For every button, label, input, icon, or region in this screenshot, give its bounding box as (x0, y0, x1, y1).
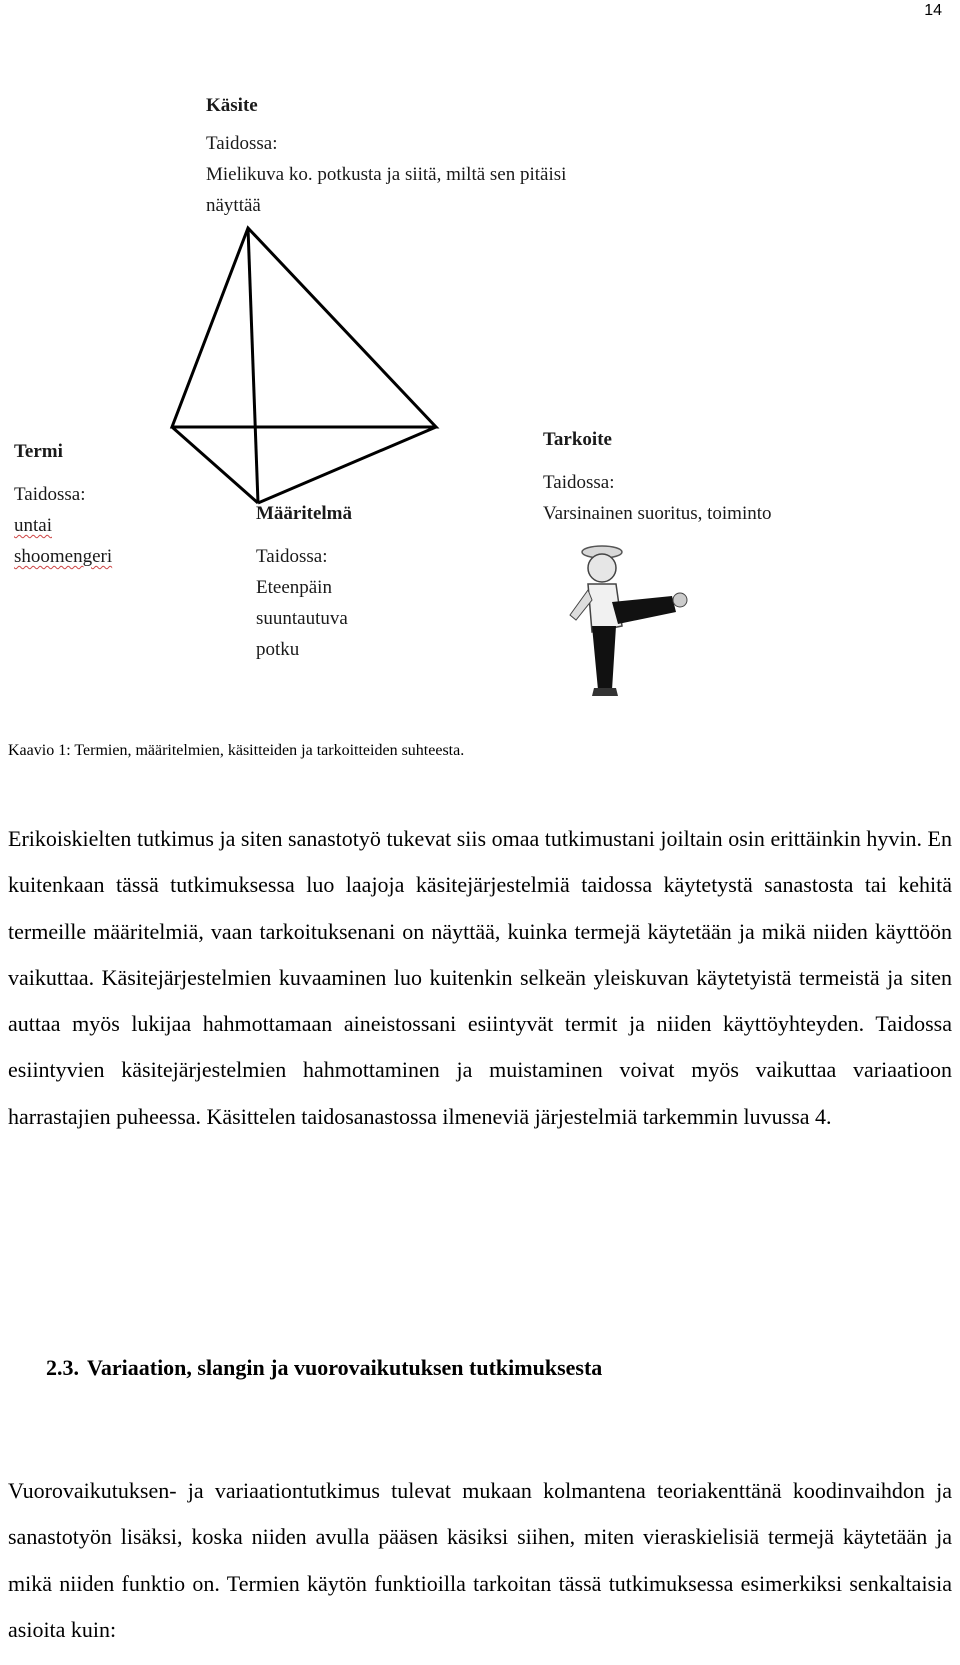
maaritelma-heading: Määritelmä (256, 503, 353, 524)
kasite-line: Mielikuva ko. potkusta ja siitä, miltä sen pitäisi (206, 164, 567, 185)
person-foot (673, 593, 687, 607)
kasite-sublabel: Taidossa: (206, 133, 278, 154)
tarkoite-sublabel: Taidossa: (543, 472, 615, 493)
section-number: 2.3. (46, 1355, 79, 1380)
maaritelma-line: Eteenpäin (256, 577, 332, 598)
maaritelma-block (256, 498, 352, 665)
termi-heading: Termi (14, 441, 63, 462)
body-paragraph: Erikoiskielten tutkimus ja siten sanastotyö tukevat siis omaa tutkimustani joiltain osin erittäinkin hyvin. En kuitenkaan tässä tutkimuksessa luo laajoja käsitejärjestelmiä taidossa käytetystä sanastosta tai kehitä termeille määritelmiä, vaan tarkoituksenani on näyttää, kuinka termejä käytetään ja mikä niiden käyttöön vaikuttaa. Käsitejärjestelmien kuvaaminen luo kuitenkin selkeän yleiskuvan käytetyistä termeistä ja siten auttaa myös lukijaa hahmottamaan aineistossani esiintyvät termit ja niiden käyttöyhteyden. Taidossa esiintyvien käsitejärjestelmien hahmottaminen ja muistaminen voivat myös vaikuttaa variaatioon harrastajien puheessa. Käsittelen taidosanastossa ilmeneviä järjestelmiä tarkemmin luvussa 4. (8, 826, 952, 1129)
pyramid-left-base (172, 427, 258, 503)
termi-block (14, 436, 112, 572)
kick-person-image (570, 546, 687, 696)
termi-line: shoomengeri (14, 546, 113, 567)
person-head (588, 554, 616, 582)
termi-sublabel: Taidossa: (14, 484, 86, 505)
maaritelma-line: potku (256, 639, 300, 660)
person-arm (570, 590, 592, 620)
pyramid-front-edge (248, 228, 258, 503)
body-paragraph: Vuorovaikutuksen- ja variaationtutkimus tulevat mukaan kolmantena teoriakenttänä koodinvaihdon ja sanastotyön lisäksi, koska niiden avulla pääsen käsiksi siihen, miten vieraskielisiä termejä käytetään ja mikä niiden funktio on. Termien käytön funktioilla tarkoitan tässä tutkimuksessa esimerkiksi senkaltaisia asioita kuin: (8, 1478, 952, 1642)
kasite-line: näyttää (206, 195, 261, 216)
page-number: 14 (924, 2, 942, 19)
kasite-block (206, 90, 566, 221)
pyramid-right-base (258, 427, 436, 503)
figure-caption: Kaavio 1: Termien, määritelmien, käsitteiden ja tarkoitteiden suhteesta. (8, 742, 465, 759)
section-heading (46, 1355, 602, 1381)
tarkoite-block (543, 424, 772, 529)
maaritelma-sublabel: Taidossa: (256, 546, 328, 567)
person-standing-foot (592, 688, 618, 696)
tarkoite-heading: Tarkoite (543, 429, 612, 450)
person-kicking-leg (612, 596, 676, 624)
termi-line: untai (14, 515, 52, 536)
tarkoite-line: Varsinainen suoritus, toiminto (543, 503, 772, 524)
kasite-heading: Käsite (206, 95, 258, 116)
concept-triangle-figure (0, 0, 960, 720)
person-standing-leg (592, 626, 616, 690)
maaritelma-line: suuntautuva (256, 608, 348, 629)
section-title: Variaation, slangin ja vuorovaikutuksen tutkimuksesta (87, 1355, 603, 1380)
pyramid-outline (172, 228, 436, 427)
